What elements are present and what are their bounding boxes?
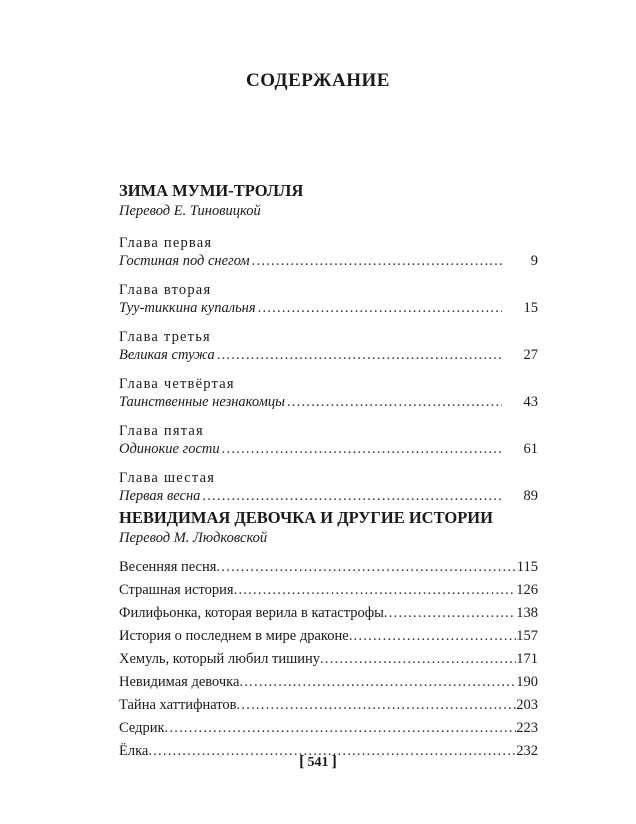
story-title: Ёлка: [119, 743, 149, 759]
toc-chapter[interactable]: [119, 422, 538, 459]
chapter-label: Глава пятая: [119, 423, 204, 439]
dot-leader: [165, 717, 517, 740]
section-invisible-child: [119, 508, 538, 763]
toc-entry-row[interactable]: [119, 252, 538, 271]
chapter-label: Глава четвёртая: [119, 376, 235, 392]
dot-leader: [287, 393, 502, 412]
dot-leader: [202, 487, 502, 506]
toc-entry-row[interactable]: [119, 648, 538, 671]
chapter-title: Одинокие гости: [119, 441, 220, 457]
toc-chapter[interactable]: [119, 375, 538, 412]
page-number: 126: [516, 582, 538, 598]
page-number: 223: [516, 720, 538, 736]
toc-chapter[interactable]: [119, 328, 538, 365]
folio-bracket-open: [: [299, 753, 305, 770]
dot-leader: [237, 694, 517, 717]
page-number: 115: [516, 559, 538, 575]
page-folio: [0, 753, 636, 771]
chapter-title: Гостиная под снегом: [119, 253, 250, 269]
toc-entry-row[interactable]: [119, 671, 538, 694]
page-number: 15: [523, 300, 538, 316]
toc-entry-row[interactable]: [119, 625, 538, 648]
page-number: 43: [523, 394, 538, 410]
chapter-title: Великая стужа: [119, 347, 215, 363]
dot-leader: [222, 440, 502, 459]
toc-entry-row[interactable]: [119, 579, 538, 602]
chapter-label: Глава шестая: [119, 470, 216, 486]
folio-bracket-close: ]: [331, 753, 337, 770]
chapter-label: Глава первая: [119, 235, 213, 251]
dot-leader: [384, 602, 516, 625]
section-moomin-winter: [119, 181, 538, 516]
toc-entry-row[interactable]: [119, 299, 538, 318]
page-number: 61: [523, 441, 538, 457]
chapter-title: Таинственные незнакомцы: [119, 394, 285, 410]
toc-entry-row[interactable]: [119, 393, 538, 412]
story-title: Хемуль, который любил тишину: [119, 651, 321, 667]
toc-entry-row[interactable]: [119, 440, 538, 459]
section-heading: НЕВИДИМАЯ ДЕВОЧКА И ДРУГИЕ ИСТОРИИ: [119, 508, 493, 527]
story-title: История о последнем в мире драконе: [119, 628, 349, 644]
dot-leader: [258, 299, 502, 318]
toc-chapter[interactable]: [119, 469, 538, 506]
toc-chapter[interactable]: [119, 234, 538, 271]
story-title: Невидимая девочка: [119, 674, 240, 690]
story-title: Седрик: [119, 720, 165, 736]
toc-entry-row[interactable]: [119, 717, 538, 740]
chapter-label: Глава вторая: [119, 282, 212, 298]
toc-entry-row[interactable]: [119, 694, 538, 717]
dot-leader: [239, 671, 516, 694]
page-number: 232: [516, 743, 538, 759]
page-number: 157: [516, 628, 538, 644]
story-title: Тайна хаттифнатов: [119, 697, 237, 713]
toc-entry-row[interactable]: [119, 487, 538, 506]
story-title: Филифьонка, которая верила в катастрофы: [119, 605, 384, 621]
dot-leader: [216, 556, 516, 579]
toc-entry-row[interactable]: [119, 602, 538, 625]
chapter-label: Глава третья: [119, 329, 211, 345]
dot-leader: [349, 625, 517, 648]
dot-leader: [217, 346, 502, 365]
page-number: 203: [516, 697, 538, 713]
chapter-title: Первая весна: [119, 488, 201, 504]
chapter-title: Туу-тиккина купальня: [119, 300, 256, 316]
story-title: Весенняя песня: [119, 559, 217, 575]
toc-entry-row[interactable]: [119, 556, 538, 579]
section-heading: ЗИМА МУМИ-ТРОЛЛЯ: [119, 181, 304, 200]
dot-leader: [234, 579, 517, 602]
page-number: 27: [523, 347, 538, 363]
page-number: 89: [523, 488, 538, 504]
folio-number: 541: [307, 755, 329, 770]
page-number: 9: [530, 253, 538, 269]
translator-credit: Перевод Е. Тиновицкой: [119, 203, 261, 219]
toc-entry-row[interactable]: [119, 346, 538, 365]
page-number: 138: [516, 605, 538, 621]
toc-chapter[interactable]: [119, 281, 538, 318]
page-title: СОДЕРЖАНИЕ: [246, 70, 390, 91]
dot-leader: [320, 648, 516, 671]
page-number: 190: [516, 674, 538, 690]
story-title: Страшная история: [119, 582, 234, 598]
page-number: 171: [516, 651, 538, 667]
dot-leader: [252, 252, 502, 271]
translator-credit: Перевод М. Людковской: [119, 530, 268, 546]
